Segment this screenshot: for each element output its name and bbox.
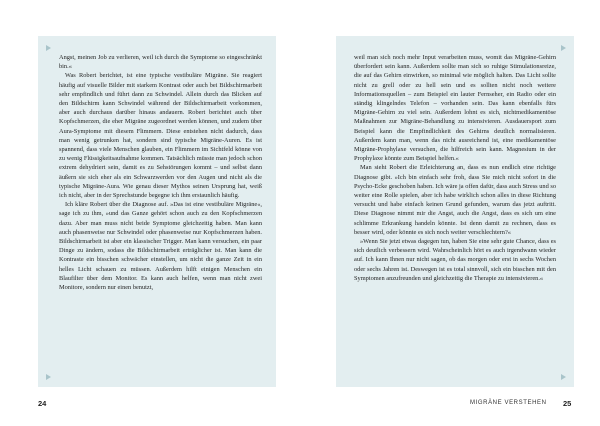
page-marker-icon (561, 374, 566, 380)
paragraph: Angst, meinen Job zu verlieren, weil ich durch die Symptome so eingeschränkt bin.« (59, 54, 262, 71)
paragraph: weil man sich noch mehr Input verarbeiten muss, womit das Migräne-Gehirn überfordert sein kann. Außerdem sollte man sich so ruhige Stimulationsreize, die auf das Gehirn einwirken, so minimal wie möglich halten. Das Licht sollte nicht zu grell oder zu hell sein und es sollten nicht noch weitere Informationsquellen – zum Beispiel ein lauter Fernseher, ein Radio oder ein ständig klingelndes Telefon – vorhanden sein. Das kann ebenfalls fürs Migräne-Gehirn zu viel sein. Außerdem lohnt es sich, nichtmedikamentöse Maßnahmen zur Migräne-Behandlung zu intensivieren. Ausdauersport zum Beispiel kann die Empfindlichkeit des Gehirns deutlich normalisieren. Außerdem kann man, wenn das nicht ausreichend ist, eine medikamentöse Migräne-Prophylaxe versuchen, die hilfreich sein kann. Magnesium in der Prophylaxe könnte zum Beispiel helfen.« (354, 54, 556, 163)
left-page-text (59, 53, 262, 292)
running-head: MIGRÄNE VERSTEHEN (470, 400, 547, 406)
paragraph: Man sieht Robert die Erleichterung an, dass es nun endlich eine richtige Diagnose gibt. »Ich bin einfach sehr froh, dass Sie mich nicht sofort in die Psycho-Ecke geschoben haben. Ich wäre ja offen dafür, dass auch Stress und so weiter eine Rolle spielen, aber ich habe wirklich schon alles in diese Richtung versucht und habe einfach keinen Grund gefunden, warum das jetzt auftritt. Diese Diagnose nimmt mir die Angst, auch die Angst, dass es sich um eine schlimme Erkrankung handeln könnte. Ist denn damit zu rechnen, dass es besser wird, oder könnte es sich noch weiter verschlechtern?« (354, 164, 556, 236)
page-marker-icon (46, 374, 51, 380)
paragraph: »Wenn Sie jetzt etwas dagegen tun, haben Sie eine sehr gute Chance, dass es sich deutlich verbessern wird. Wahrscheinlich hört es auch irgendwann wieder auf. Ich kann Ihnen nur nicht sagen, ob das morgen oder erst in sechs Wochen oder sechs Jahren ist. Deswegen ist es total sinnvoll, sich ein bisschen mit den Symptomen anzufreunden und gleichzeitig die Therapie zu intensivieren.« (354, 238, 556, 282)
left-page-number: 24 (38, 399, 47, 408)
paragraph: Was Robert berichtet, ist eine typische vestibuläre Migräne. Sie reagiert häufig auf visuelle Bilder mit starkem Kontrast oder auch bei Bildschirmarbeit sehr empfindlich und führt dann zu Schwindel. Allein durch das Blicken auf den Bildschirm kann Schwindel während der Bildschirmarbeit vorkommen, aber auch durchaus darüber hinaus andauern. Robert berichtet auch über Kopfschmerzen, die eher Migräne zugeordnet werden können, und zudem über Aura-Symptome mit diesem Flimmern. Diese entstehen nicht dadurch, dass man wenig getrunken hat, sondern sind typische Migräne-Auren. Es ist spannend, dass viele Menschen glauben, ein Flimmern im Sichtfeld könne von zu wenig Flüssigkeitsaufnahme kommen. Tatsächlich müsste man jedoch schon extrem dehydriert sein, damit es zu Sehstörungen kommt – und selbst dann äußern sie sich eher als ein Schwarzwerden vor den Augen und nicht als die typische Migräne-Aura. Wie genau dieser Mythos seinen Ursprung hat, weiß ich nicht, aber in der Sprechstunde begegne ich ihm erstaunlich häufig. (59, 72, 262, 200)
right-page-text (354, 53, 556, 283)
right-page (336, 36, 574, 387)
left-page (38, 36, 276, 387)
page-marker-icon (46, 45, 51, 51)
page-marker-icon (561, 45, 566, 51)
right-page-number: 25 (563, 399, 572, 408)
paragraph: Ich kläre Robert über die Diagnose auf. »Das ist eine vestibuläre Migräne«, sage ich zu ihm, »und das Ganze gehört schon auch zu den Kopfschmerzen dazu. Aber man muss nicht beide Symptome gleichzeitig haben. Man kann auch phasenweise nur Schwindel oder phasenweise nur Kopfschmerzen haben. Bildschirmarbeit ist aber ein klassischer Trigger. Man kann versuchen, ein paar Dinge zu ändern, sodass die Bildschirmarbeit erträglicher ist. Man kann die Kontraste ein bisschen schwächer einstellen, um nicht die ganze Zeit in ein helles Licht schauen zu müssen. Außerdem hilft einigen Menschen ein Blaufilter über dem Monitor. Es kann auch helfen, wenn man nicht zwei Monitore, sondern nur einen benutzt, (59, 201, 262, 292)
